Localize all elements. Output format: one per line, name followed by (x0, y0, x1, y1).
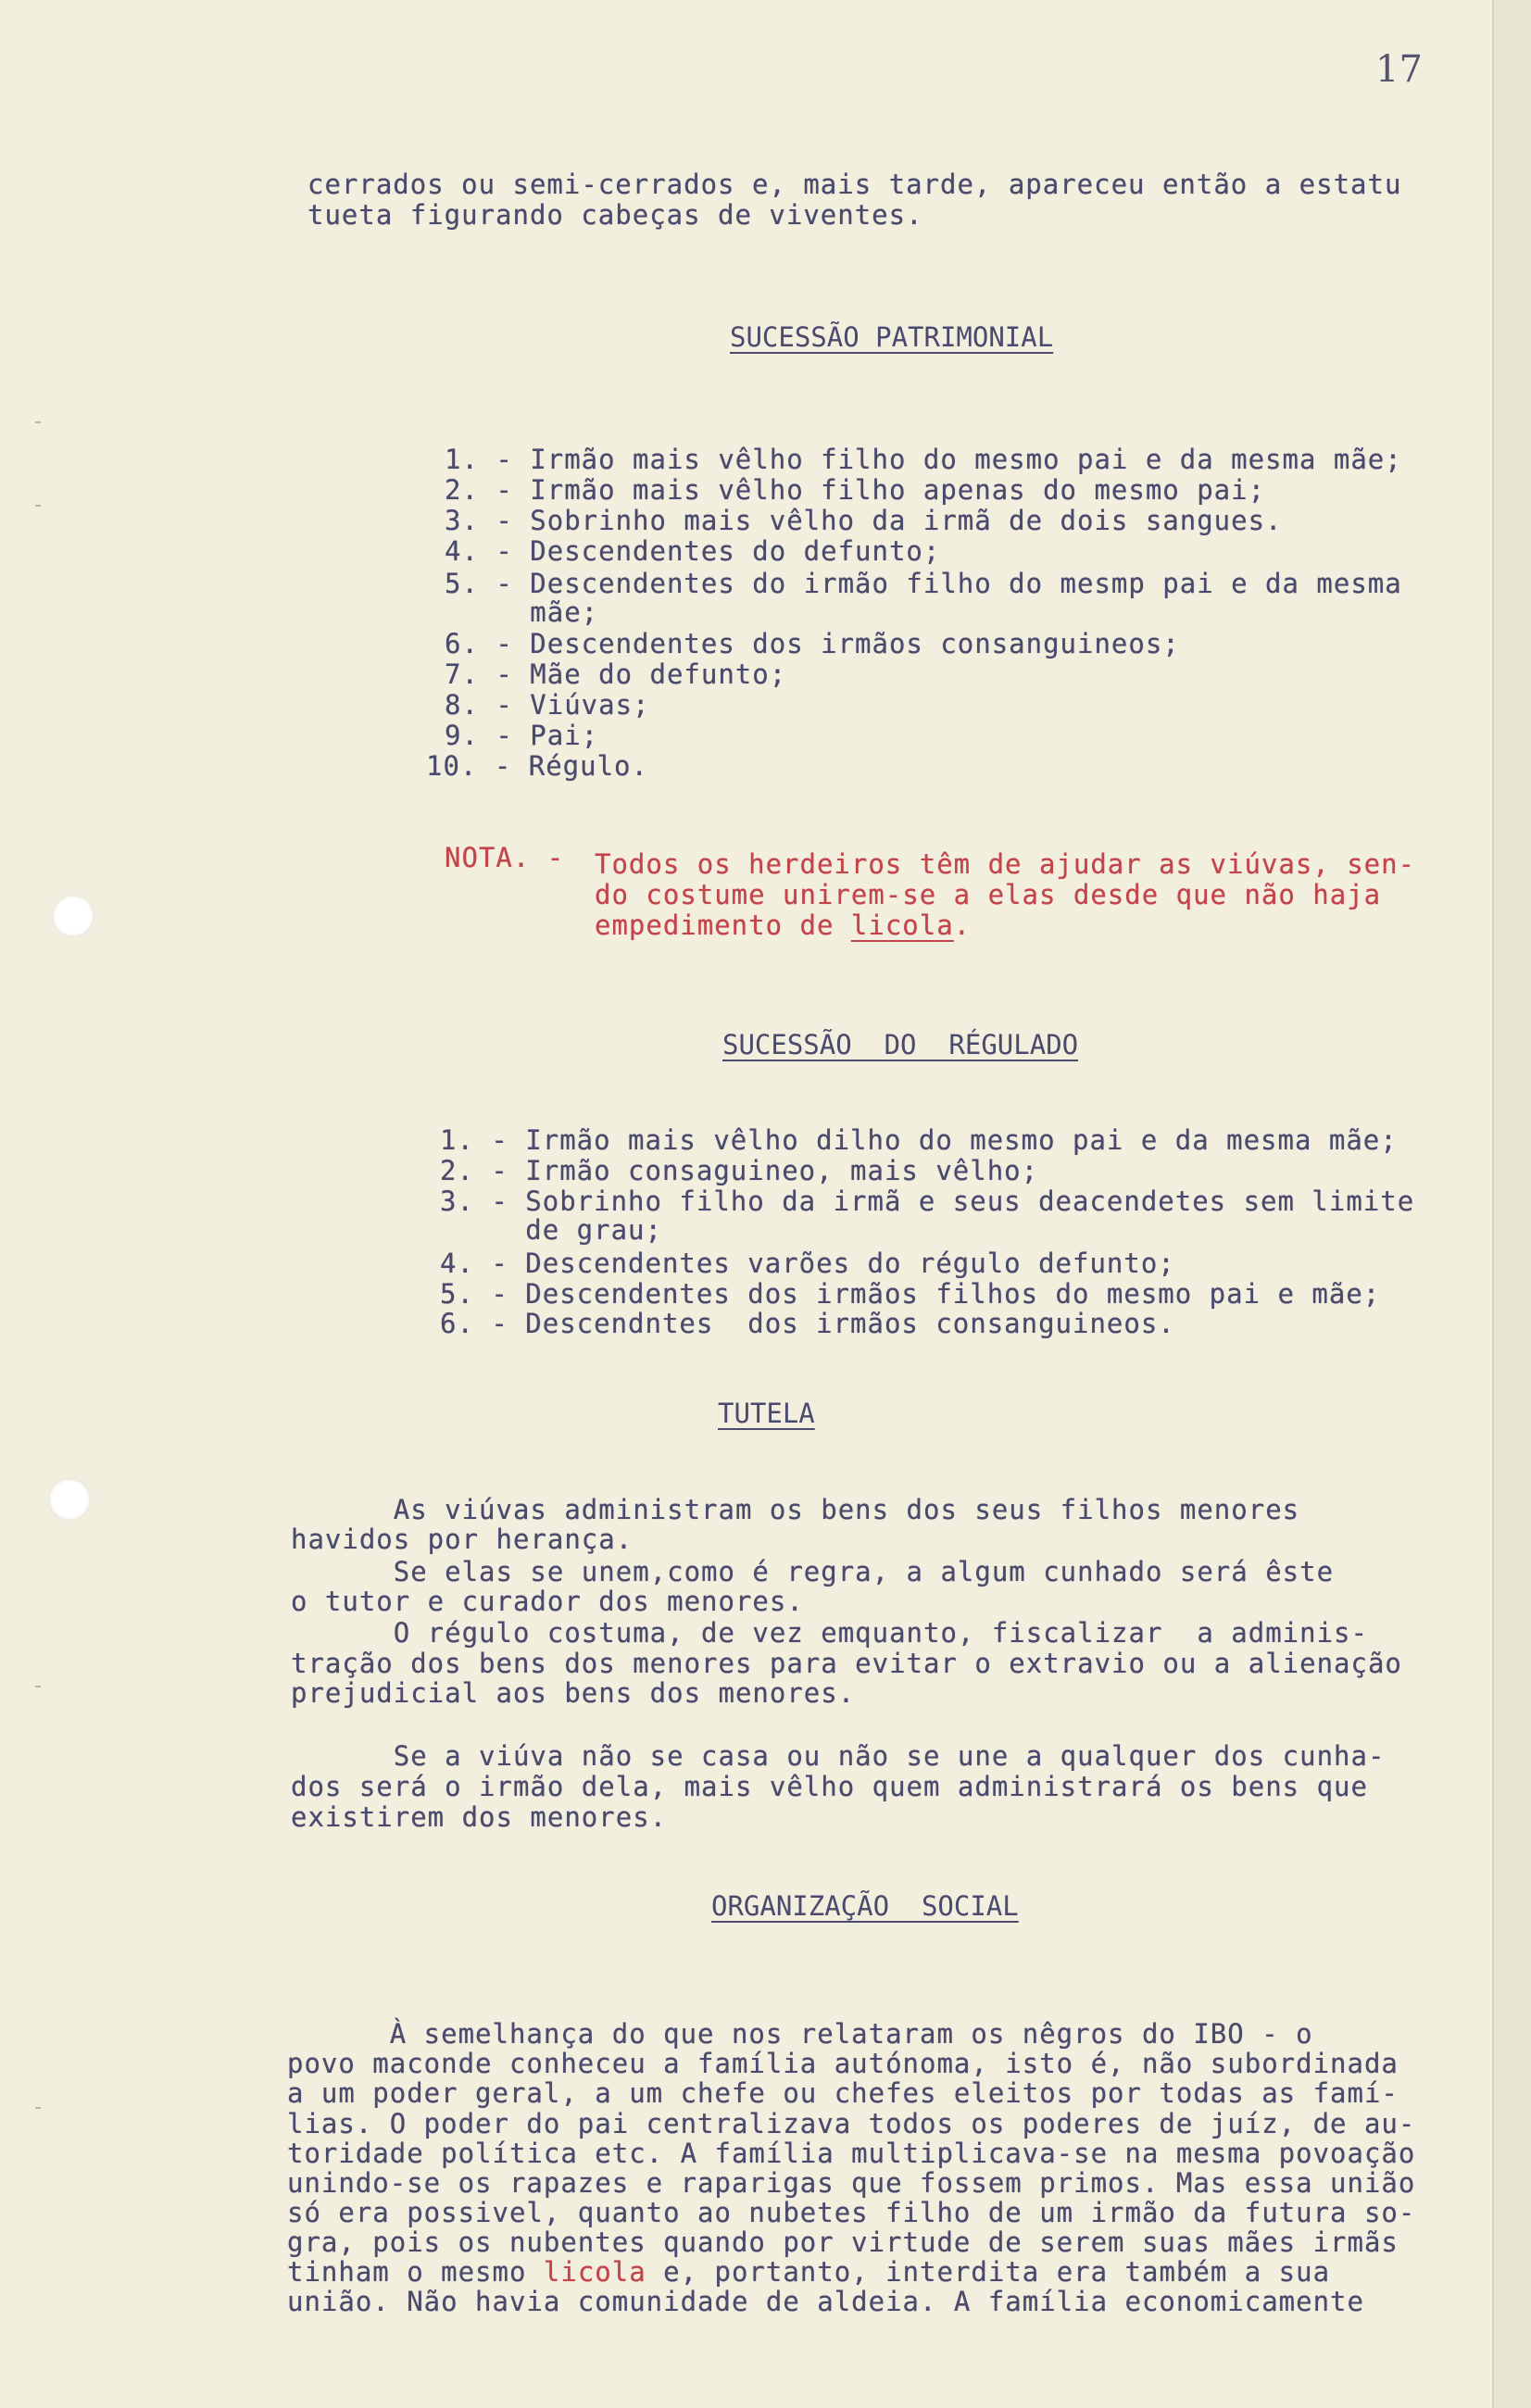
paragraph-line: O régulo costuma, de vez emquanto, fiscalizar a adminis- (291, 1617, 1368, 1649)
margin-tick (35, 421, 41, 423)
paragraph-line: gra, pois os nubentes quando por virtude de serem suas mães irmãs (287, 2226, 1399, 2258)
paragraph-line: À semelhança do que nos relataram os nêgros do IBO - o (287, 2018, 1313, 2050)
paragraph-line: Se elas se unem,como é regra, a algum cunhado será êste (291, 1556, 1335, 1587)
list-item: 6. - Descendentes dos irmãos consanguineos; (445, 628, 1180, 659)
intro-line: cerrados ou semi-cerrados e, mais tarde, apareceu então a estatu (307, 169, 1402, 200)
margin-tick (35, 2107, 41, 2109)
heading-tutela: TUTELA (718, 1398, 815, 1429)
list-item: 2. - Irmão consaguineo, mais vêlho; (440, 1155, 1039, 1186)
paragraph-line: união. Não havia comunidade de aldeia. A família economicamente (287, 2286, 1364, 2317)
licola-word: licola (543, 2256, 646, 2288)
list-item: 1. - Irmão mais vêlho dilho do mesmo pai e da mesma mãe; (440, 1124, 1398, 1156)
nota-period: . (953, 909, 972, 941)
nota-line-text: empedimento de (595, 909, 851, 941)
paragraph-text: tinham o mesmo (287, 2256, 544, 2288)
intro-line: tueta figurando cabeças de viventes. (307, 199, 923, 231)
paragraph-line: As viúvas administram os bens dos seus filhos menores (291, 1494, 1300, 1525)
heading-sucessao-patrimonial: SUCESSÃO PATRIMONIAL (730, 321, 1054, 353)
paragraph-line: toridade política etc. A família multiplicava-se na mesma povoação (287, 2138, 1416, 2169)
margin-tick (35, 1686, 41, 1687)
paragraph-line: só era possivel, quanto ao nubetes filho de um irmão da futura so- (287, 2197, 1416, 2228)
list-item: 4. - Descendentes varões do régulo defunto; (440, 1248, 1175, 1279)
list-item-continuation: de grau; (440, 1214, 662, 1246)
list-item-continuation: mãe; (445, 596, 599, 628)
paragraph-text: e, portanto, interdita era também a sua (646, 2256, 1331, 2288)
list-item: 3. - Sobrinho filho da irmã e seus deacendetes sem limite (440, 1185, 1415, 1217)
paragraph-line (287, 2257, 1330, 2288)
list-item: 9. - Pai; (445, 720, 599, 751)
paragraph-line: Se a viúva não se casa ou não se une a qualquer dos cunha- (291, 1740, 1386, 1772)
punch-hole-top (52, 895, 94, 937)
nota-label: NOTA. - (445, 842, 582, 873)
paragraph-line: o tutor e curador dos menores. (291, 1586, 804, 1617)
paragraph-line: povo maconde conheceu a família autónoma, isto é, não subordinada (287, 2048, 1399, 2079)
nota-licola-word: licola (850, 909, 954, 941)
list-item: 8. - Viúvas; (445, 689, 650, 721)
paragraph-line: havidos por herança. (291, 1524, 634, 1555)
paragraph-line: lias. O poder do pai centralizava todos os poderes de juíz, de au- (287, 2108, 1416, 2139)
list-item: 4. - Descendentes do defunto; (445, 535, 941, 567)
list-item: 2. - Irmão mais vêlho filho apenas do mesmo pai; (445, 474, 1266, 506)
paragraph-line: prejudicial aos bens dos menores. (291, 1677, 856, 1709)
paragraph-line: unindo-se os rapazes e raparigas que fossem primos. Mas essa união (287, 2167, 1416, 2199)
page-edge (1494, 0, 1531, 2408)
nota-line (595, 910, 971, 941)
paragraph-line: tração dos bens dos menores para evitar o extravio ou a alienação (291, 1648, 1402, 1679)
list-item: 10. - Régulo. (426, 750, 648, 782)
list-item: 5. - Descendentes do irmão filho do mesmp pai e da mesma (445, 568, 1402, 599)
paragraph-line: existirem dos menores. (291, 1801, 668, 1833)
list-item: 1. - Irmão mais vêlho filho do mesmo pai e da mesma mãe; (445, 444, 1402, 475)
margin-tick (35, 505, 41, 507)
heading-organizacao-social: ORGANIZAÇÃO SOCIAL (711, 1890, 1019, 1922)
list-item: 5. - Descendentes dos irmãos filhos do mesmo pai e mãe; (440, 1278, 1381, 1310)
heading-sucessao-regulado: SUCESSÃO DO RÉGULADO (722, 1029, 1079, 1060)
nota-line: Todos os herdeiros têm de ajudar as viúvas, sen- (595, 848, 1416, 880)
list-item: 7. - Mãe do defunto; (445, 658, 787, 690)
nota-line: do costume unirem-se a elas desde que não haja (595, 879, 1382, 910)
page-number: 17 (1375, 48, 1423, 91)
list-item: 6. - Descendntes dos irmãos consanguineos. (440, 1308, 1175, 1339)
punch-hole-bottom (48, 1478, 91, 1521)
paragraph-line: a um poder geral, a um chefe ou chefes eleitos por todas as famí- (287, 2077, 1399, 2109)
paragraph-line: dos será o irmão dela, mais vêlho quem administrará os bens que (291, 1771, 1368, 1802)
list-item: 3. - Sobrinho mais vêlho da irmã de dois sangues. (445, 505, 1283, 536)
